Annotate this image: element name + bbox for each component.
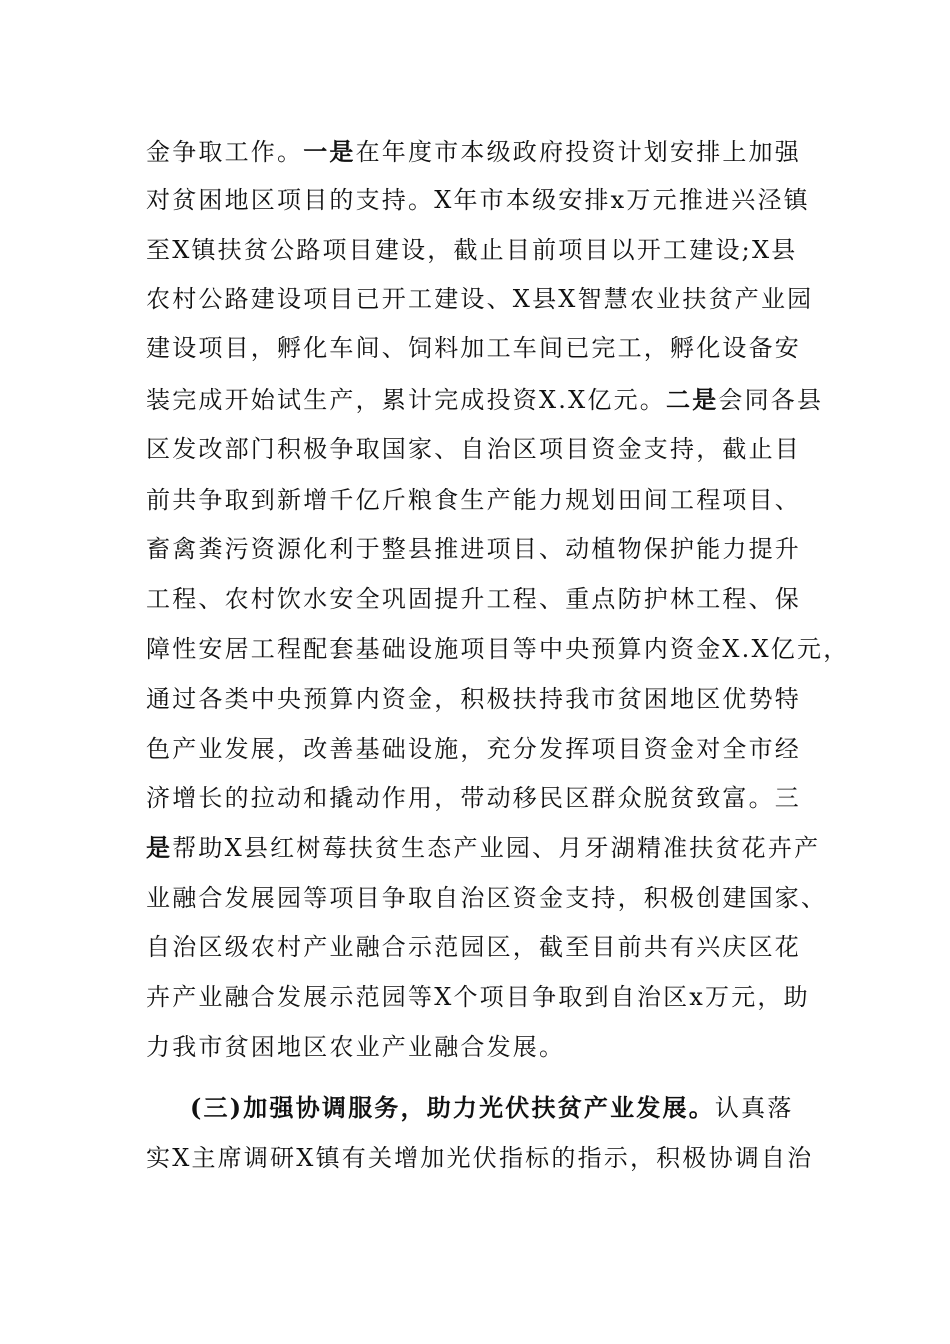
- text-line: [146, 684, 801, 714]
- text-run: 装完成开始试生产，累计完成投资X.X亿元。: [146, 386, 666, 414]
- text-line: [146, 783, 801, 813]
- text-run: 色产业发展，改善基础设施，充分发挥项目资金对全市经: [146, 735, 801, 763]
- text-line: [146, 137, 801, 167]
- bold-marker-ershi: 二是: [666, 385, 719, 414]
- text-line: [146, 833, 820, 863]
- text-run: 区发改部门积极争取国家、自治区项目资金支持，截止目: [146, 435, 801, 463]
- text-run: 畜禽粪污资源化利于整县推进项目、动植物保护能力提升: [146, 535, 801, 563]
- text-run: 障性安居工程配套基础设施项目等中央预算内资金X.X亿元，: [146, 635, 850, 663]
- text-run: 通过各类中央预算内资金，积极扶持我市贫困地区优势特: [146, 685, 801, 713]
- text-line: [146, 883, 827, 913]
- text-run: 帮助X县红树莓扶贫生态产业园、月牙湖精准扶贫花卉产: [172, 834, 821, 862]
- text-line: [146, 185, 810, 215]
- text-run: 自治区级农村产业融合示范园区，截至目前共有兴庆区花: [146, 933, 801, 961]
- text-line: [146, 284, 813, 314]
- text-line: [146, 235, 797, 265]
- text-run: 业融合发展园等项目争取自治区资金支持，积极创建国家、: [146, 884, 828, 912]
- text-line: [146, 982, 810, 1012]
- text-run: 前共争取到新增千亿斤粮食生产能力规划田间工程项目、: [146, 486, 801, 514]
- text-line: [146, 434, 801, 464]
- text-line: [146, 1032, 565, 1062]
- text-run: 在年度市本级政府投资计划安排上加强: [355, 138, 802, 166]
- text-line: [146, 1143, 813, 1173]
- text-line: [146, 485, 801, 515]
- text-run: 卉产业融合发展示范园等X个项目争取到自治区x万元，助: [146, 983, 810, 1011]
- text-run: 建设项目，孵化车间、饲料加工车间已完工，孵化设备安: [146, 334, 801, 362]
- text-line: [146, 584, 801, 614]
- text-run: 至X镇扶贫公路项目建设，截止目前项目以开工建设;X县: [146, 236, 798, 264]
- section-heading-line: [190, 1093, 794, 1123]
- text-run: 力我市贫困地区农业产业融合发展。: [146, 1033, 566, 1061]
- text-run: 金争取工作。: [146, 138, 304, 166]
- text-line: [146, 385, 823, 415]
- text-run: 农村公路建设项目已开工建设、X县X智慧农业扶贫产业园: [146, 285, 814, 313]
- text-line: [146, 932, 801, 962]
- text-line: [146, 534, 801, 564]
- text-run: 对贫困地区项目的支持。X年市本级安排x万元推进兴泾镇: [146, 186, 810, 214]
- text-run: 工程、农村饮水安全巩固提升工程、重点防护林工程、保: [146, 585, 801, 613]
- text-run: 实X主席调研X镇有关增加光伏指标的指示，积极协调自治: [146, 1144, 814, 1172]
- text-line: [146, 734, 801, 764]
- bold-marker-yishi: 一是: [303, 137, 356, 166]
- section-heading: (三)加强协调服务，助力光伏扶贫产业发展。: [190, 1093, 715, 1122]
- text-run: 会同各县: [718, 386, 824, 414]
- text-run: 济增长的拉动和撬动作用，带动移民区群众脱贫致富。三: [146, 784, 801, 812]
- text-line: [146, 634, 849, 664]
- text-run: 认真落: [714, 1094, 794, 1122]
- text-line: [146, 333, 801, 363]
- bold-marker-sanshi: 是: [146, 833, 173, 862]
